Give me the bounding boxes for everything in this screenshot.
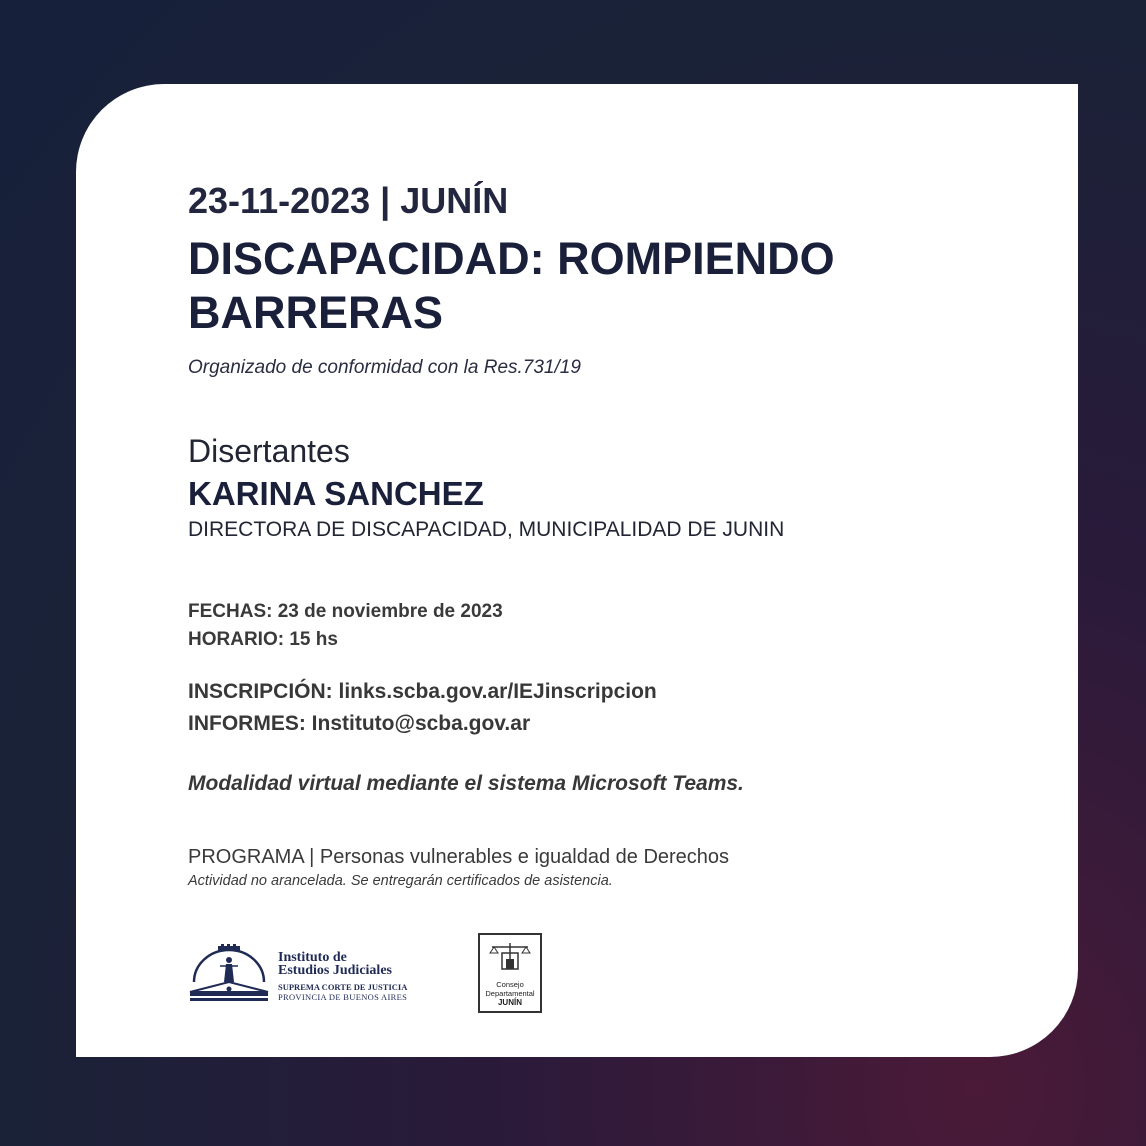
registration-link[interactable]: INSCRIPCIÓN: links.scba.gov.ar/IEJinscripcion bbox=[188, 680, 657, 703]
iej-line3: SUPREMA CORTE DE JUSTICIA bbox=[278, 982, 408, 992]
event-schedule: HORARIO: 15 hs bbox=[188, 629, 338, 650]
contact-email[interactable]: INFORMES: Instituto@scba.gov.ar bbox=[188, 712, 531, 735]
flyer-card bbox=[76, 84, 1078, 1057]
event-subtitle: Organizado de conformidad con la Res.731/19 bbox=[188, 357, 581, 378]
speaker-role: DIRECTORA DE DISCAPACIDAD, MUNICIPALIDAD DE JUNIN bbox=[188, 518, 785, 541]
event-dates: FECHAS: 23 de noviembre de 2023 bbox=[188, 601, 503, 622]
event-modality: Modalidad virtual mediante el sistema Microsoft Teams. bbox=[188, 772, 744, 795]
scales-building-icon bbox=[480, 939, 540, 979]
event-title-line2: BARRERAS bbox=[188, 287, 444, 338]
consejo-logo bbox=[478, 933, 542, 1013]
consejo-line3: JUNÍN bbox=[497, 998, 522, 1007]
consejo-line2: Departamental bbox=[485, 989, 535, 998]
iej-line1: Instituto de bbox=[278, 950, 347, 965]
event-title-line1: DISCAPACIDAD: ROMPIENDO bbox=[188, 233, 835, 284]
iej-line4: PROVINCIA DE BUENOS AIRES bbox=[278, 992, 408, 1002]
speaker-name: KARINA SANCHEZ bbox=[188, 475, 484, 512]
iej-logo bbox=[188, 944, 428, 1008]
event-date-place: 23-11-2023 | JUNÍN bbox=[188, 180, 509, 221]
event-title bbox=[188, 232, 835, 340]
speakers-heading: Disertantes bbox=[188, 433, 350, 469]
iej-line2: Estudios Judiciales bbox=[278, 963, 392, 978]
program-note: Actividad no arancelada. Se entregarán certificados de asistencia. bbox=[188, 873, 613, 889]
consejo-line1: Consejo bbox=[496, 980, 524, 989]
program-text: PROGRAMA | Personas vulnerables e igualdad de Derechos bbox=[188, 846, 730, 868]
courthouse-justice-icon bbox=[188, 944, 270, 1006]
